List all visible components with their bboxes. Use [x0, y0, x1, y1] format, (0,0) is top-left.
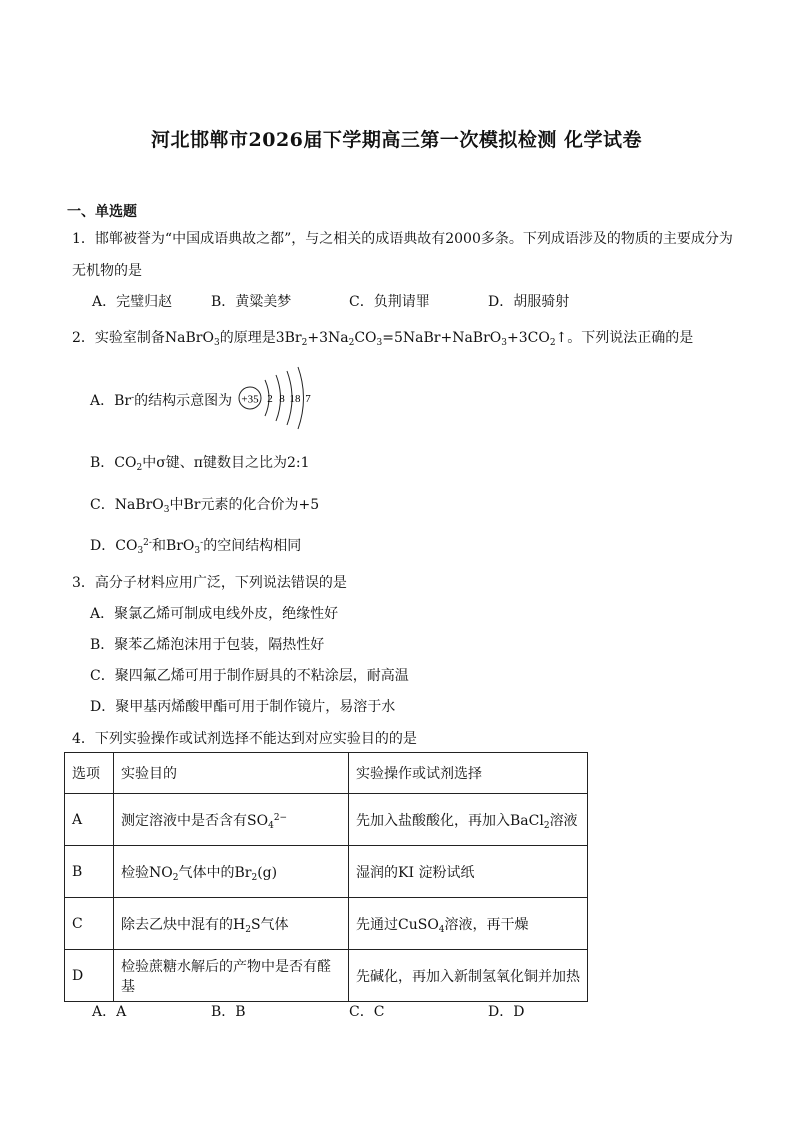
- q1-stem-line1: 1．邯郸被誉为“中国成语典故之都”，与之相关的成语典故有2000多条。下列成语涉及的物质的主要成分为: [72, 231, 733, 247]
- section-heading: 一、单选题: [67, 204, 137, 220]
- table-cell-goal: 检验蔗糖水解后的产物中是否有醛基: [114, 950, 349, 1002]
- q4-option-c: C．C: [349, 1004, 385, 1020]
- table-cell-option: D: [65, 950, 114, 1002]
- table-cell-operation: 先碱化，再加入新制氢氧化铜并加热: [349, 950, 588, 1002]
- table-header-cell: 实验目的: [114, 753, 349, 794]
- table-row: [65, 950, 588, 1002]
- table-cell-operation: 湿润的KI 淀粉试纸: [349, 846, 588, 898]
- q2-stem-prefix: 2．实验室制备: [72, 330, 165, 346]
- formula-nabro3: NaBrO$_3$: [164, 330, 220, 348]
- bromide-ion-structure-diagram: [237, 365, 317, 431]
- table-cell-option: B: [65, 846, 114, 898]
- table-cell-goal: 除去乙炔中混有的$H_2S$气体: [114, 898, 349, 950]
- q3-option-c: C．聚四氟乙烯可用于制作厨具的不粘涂层，耐高温: [90, 668, 409, 684]
- q2-option-d: D．$CO_3^{2-}$和BrO$_3$-的空间结构相同: [90, 538, 302, 556]
- shell-count-4: 7: [305, 393, 311, 405]
- shell-count-2: 8: [279, 393, 285, 405]
- table-row: [65, 846, 588, 898]
- q2-stem: [72, 327, 693, 347]
- table-cell-operation: 先通过CuSO$_4$溶液，再干燥: [349, 898, 588, 950]
- table-cell-option: C: [65, 898, 114, 950]
- reaction-equation: $3Br_2+3Na_2CO_3=5NaBr+NaBrO_3+3CO_2↑$: [275, 330, 568, 348]
- shell-count-3: 18: [289, 393, 301, 405]
- q2-stem-suffix: 。下列说法正确的是: [567, 330, 694, 346]
- table-header-row: [65, 753, 588, 794]
- q4-option-b: B．B: [211, 1004, 246, 1020]
- q2-option-a: A．Br-的结构示意图为: [90, 393, 233, 409]
- q4-option-d: D．D: [488, 1004, 525, 1020]
- table-cell-goal: 测定溶液中是否含有$SO_4^{2-}$: [114, 794, 349, 846]
- experiment-table: [64, 752, 588, 1002]
- table-header-cell: 选项: [65, 753, 114, 794]
- q3-stem: 3．高分子材料应用广泛，下列说法错误的是: [72, 575, 347, 591]
- table-header-cell: 实验操作或试剂选择: [349, 753, 588, 794]
- q1-option-b: B．黄粱美梦: [211, 294, 292, 310]
- table-cell-option: A: [65, 794, 114, 846]
- nucleus-charge: +35: [241, 393, 259, 406]
- table-row: [65, 898, 588, 950]
- q1-option-d: D．胡服骑射: [488, 294, 570, 310]
- q4-stem: 4．下列实验操作或试剂选择不能达到对应实验目的的是: [72, 731, 417, 747]
- q1-stem-line2: 无机物的是: [72, 263, 142, 279]
- table-cell-operation: 先加入盐酸酸化，再加入BaCl$_2$溶液: [349, 794, 588, 846]
- q1-option-c: C．负荆请罪: [349, 294, 430, 310]
- q2-option-c: C．NaBrO$_3$中Br元素的化合价为+5: [90, 497, 320, 515]
- q3-option-d: D．聚甲基丙烯酸甲酯可用于制作镜片，易溶于水: [90, 699, 396, 715]
- q3-option-a: A．聚氯乙烯可制成电线外皮，绝缘性好: [90, 606, 339, 622]
- page-title: 河北邯郸市2026届下学期高三第一次模拟检测 化学试卷: [151, 129, 642, 151]
- q4-option-a: A．A: [92, 1004, 127, 1020]
- table-row: [65, 794, 588, 846]
- q1-option-a: A．完璧归赵: [92, 294, 173, 310]
- q2-option-b: B．$CO_2$中σ键、π键数目之比为2:1: [90, 455, 310, 473]
- q2-stem-mid: 的原理是: [219, 330, 276, 346]
- shell-count-1: 2: [267, 393, 273, 405]
- q3-option-b: B．聚苯乙烯泡沫用于包装，隔热性好: [90, 637, 325, 653]
- table-cell-goal: 检验$NO_2$气体中的$Br_2(g)$: [114, 846, 349, 898]
